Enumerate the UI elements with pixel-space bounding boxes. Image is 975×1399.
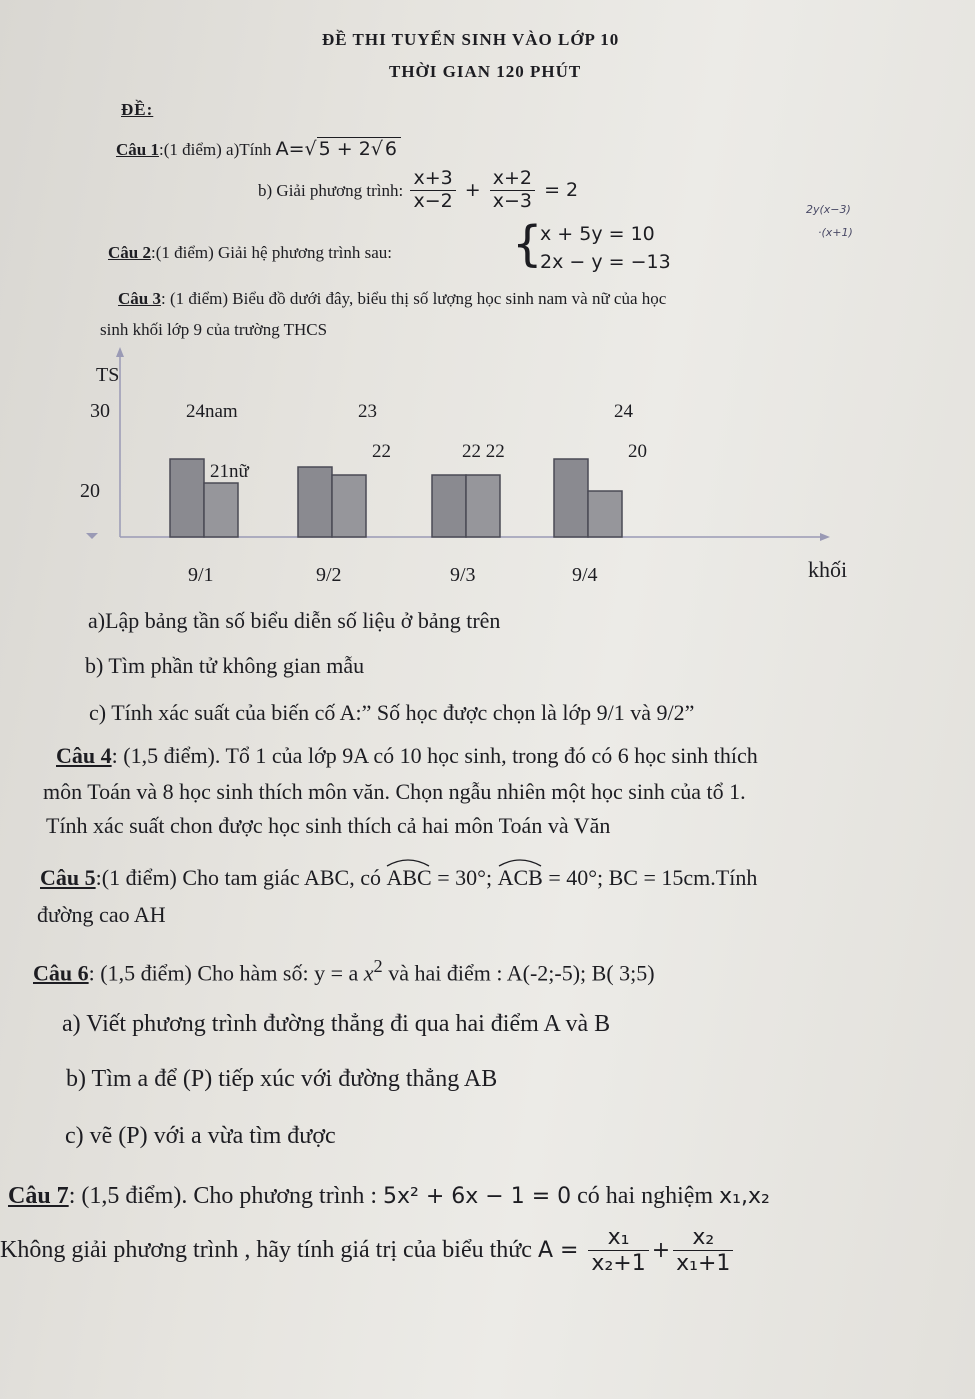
question-7-line1 [8, 1183, 770, 1210]
bar-nam-9/4 [554, 459, 588, 537]
sqrt-radicand: 5 + 2√ 6 [317, 137, 401, 160]
sqrt-expression: A=√ 5 + 2√ 6 [276, 137, 401, 160]
fraction-2 [490, 168, 535, 213]
bar-nu-9/1 [204, 483, 238, 537]
bar-label-nam-9/2: 23 [358, 401, 377, 422]
angle-acb-value: = 40°; BC = 15cm.Tính [542, 865, 758, 890]
question-1b-text: b) Giải phương trình: [258, 180, 408, 200]
question-1a-text: :(1 điểm) a)Tính [158, 140, 276, 159]
variable-x: x [363, 960, 374, 986]
bar-label-nu-9/4: 20 [628, 441, 647, 462]
exponent: 2 [373, 956, 383, 976]
x-tick-9/2: 9/2 [316, 564, 342, 585]
question-4-text1: : (1,5 điểm). Tổ 1 của lớp 9A có 10 học sinh, trong đó có 6 học sinh thích [111, 743, 758, 768]
expr-a-prefix: A = [537, 1237, 586, 1263]
y-axis-arrow [116, 347, 124, 357]
question-6-sub-a: a) Viết phương trình đường thẳng đi qua hai điểm A và B [62, 1011, 611, 1037]
question-3-line1 [118, 289, 666, 309]
bar-nu-9/3 [466, 475, 500, 537]
angle-abc-value: = 30°; [431, 865, 498, 890]
fraction-x2-den: x₁+1 [676, 1251, 731, 1277]
y-tick-20: 20 [80, 480, 100, 502]
plus-sign-2: + [651, 1237, 671, 1263]
question-6-text2: và hai điểm : A(-2;-5); B( 3;5) [382, 960, 655, 986]
angle-acb-text: ACB [497, 865, 543, 890]
y-axis-label: TS [96, 364, 120, 386]
bar-chart [60, 345, 860, 585]
bar-nu-9/2 [332, 475, 366, 537]
fraction-2-den: x−3 [492, 189, 533, 212]
exam-title: ĐỀ THI TUYỂN SINH VÀO LỚP 10 [322, 30, 620, 49]
y-axis-down-arrow [86, 533, 98, 539]
question-5-text1: :(1 điểm) Cho tam giác ABC, có [95, 865, 387, 890]
x-tick-9/3: 9/3 [450, 564, 476, 585]
system-brace: { [512, 216, 543, 272]
question-6-sub-b: b) Tìm a để (P) tiếp xúc với đường thẳng AB [66, 1066, 498, 1092]
bar-nam-9/1 [170, 459, 204, 537]
question-4-line1 [56, 743, 758, 769]
bar-label-nam-9/1: 24nam [186, 401, 238, 422]
question-3-text1: : (1 điểm) Biểu đồ dưới đây, biểu thị số lượng học sinh nam và nữ của học [160, 289, 667, 308]
bar-label-nam-9/4: 24 [614, 401, 633, 422]
question-5-line1 [40, 865, 757, 891]
question-6-sub-c: c) vẽ (P) với a vừa tìm được [65, 1123, 336, 1149]
angle-acb [498, 865, 543, 891]
fraction-x2-num: x₂ [673, 1225, 733, 1251]
handwritten-note-1: 2y(x−3) [806, 203, 851, 216]
question-7-label: Câu 7 [8, 1183, 69, 1209]
fraction-1-num: x+3 [410, 168, 455, 191]
question-6-text1: : (1,5 điểm) Cho hàm số: y = a [88, 960, 364, 986]
question-5-label: Câu 5 [40, 865, 96, 890]
bar-label-nu-9/2: 22 [372, 441, 391, 462]
question-2-label: Câu 2 [108, 243, 151, 262]
question-3-label: Câu 3 [118, 289, 161, 308]
question-1-label: Câu 1 [116, 140, 159, 159]
bar-label-nu-9/1: 21nữ [210, 461, 249, 482]
angle-hat-icon [498, 857, 542, 867]
question-6-label: Câu 6 [33, 960, 89, 986]
x-axis-label: khối [808, 557, 848, 582]
fraction-1-den: x−2 [413, 189, 453, 212]
inner-radicand: 6 [384, 138, 398, 160]
question-7-text1: : (1,5 điểm). Cho phương trình : [68, 1183, 384, 1209]
fraction-1 [410, 168, 455, 213]
exam-time: THỜI GIAN 120 PHÚT [389, 62, 582, 81]
fraction-2-num: x+2 [490, 168, 535, 191]
system-eq-1: x + 5y = 10 [540, 223, 655, 245]
angle-abc-text: ABC [386, 865, 432, 890]
fraction-equation [407, 167, 579, 212]
fraction-expression [537, 1225, 736, 1277]
x-tick-9/4: 9/4 [572, 564, 598, 585]
fraction-x1-den: x₂+1 [591, 1251, 646, 1277]
question-4-line2: môn Toán và 8 học sinh thích môn văn. Chọn ngẫu nhiên một học sinh của tổ 1. [43, 779, 746, 804]
bar-nam-9/3 [432, 475, 466, 537]
roots: x₁,x₂ [719, 1184, 770, 1209]
question-1b [258, 168, 578, 213]
radicand-text: 5 + 2 [318, 138, 371, 160]
question-4-label: Câu 4 [56, 743, 112, 768]
question-3-line2: sinh khối lớp 9 của trường THCS [100, 320, 328, 339]
question-6-line1 [33, 956, 655, 986]
question-2-text: :(1 điểm) Giải hệ phương trình sau: [150, 243, 393, 262]
y-tick-30: 30 [90, 400, 110, 422]
de-label: ĐỀ: [121, 100, 154, 119]
fraction-x2 [673, 1225, 733, 1277]
question-5-line2: đường cao AH [37, 902, 166, 927]
question-7-text3: Không giải phương trình , hãy tính giá trị của biểu thức [0, 1236, 538, 1263]
question-7-line2 [0, 1225, 736, 1277]
plus-sign: + [464, 178, 481, 201]
equation-rhs: = 2 [544, 178, 579, 201]
question-1a [116, 138, 401, 160]
question-2 [108, 243, 392, 263]
fraction-x1-num: x₁ [588, 1225, 648, 1251]
bar-nu-9/4 [588, 491, 622, 537]
expr-prefix: A= [275, 138, 305, 160]
question-3-sub-a: a)Lập bảng tần số biểu diễn số liệu ở bảng trên [88, 608, 501, 633]
question-4-line3: Tính xác suất chon được học sinh thích cả hai môn Toán và Văn [46, 813, 611, 838]
system-eq-2: 2x − y = −13 [540, 251, 671, 273]
bar-label-nam-9/3: 22 22 [462, 441, 505, 462]
fraction-x1 [588, 1225, 648, 1277]
question-3-sub-c: c) Tính xác suất của biến cố A:” Số học được chọn là lớp 9/1 và 9/2” [89, 700, 695, 725]
angle-abc [386, 865, 431, 891]
x-tick-9/1: 9/1 [188, 564, 214, 585]
bar-nam-9/2 [298, 467, 332, 537]
quadratic-equation: 5x² + 6x − 1 = 0 [383, 1184, 572, 1209]
angle-hat-icon [386, 857, 430, 867]
question-7-text2: có hai nghiệm [571, 1183, 720, 1209]
x-axis-arrow [820, 533, 830, 541]
handwritten-note-2: ·(x+1) [818, 226, 853, 239]
question-3-sub-b: b) Tìm phần tử không gian mẫu [85, 653, 365, 678]
